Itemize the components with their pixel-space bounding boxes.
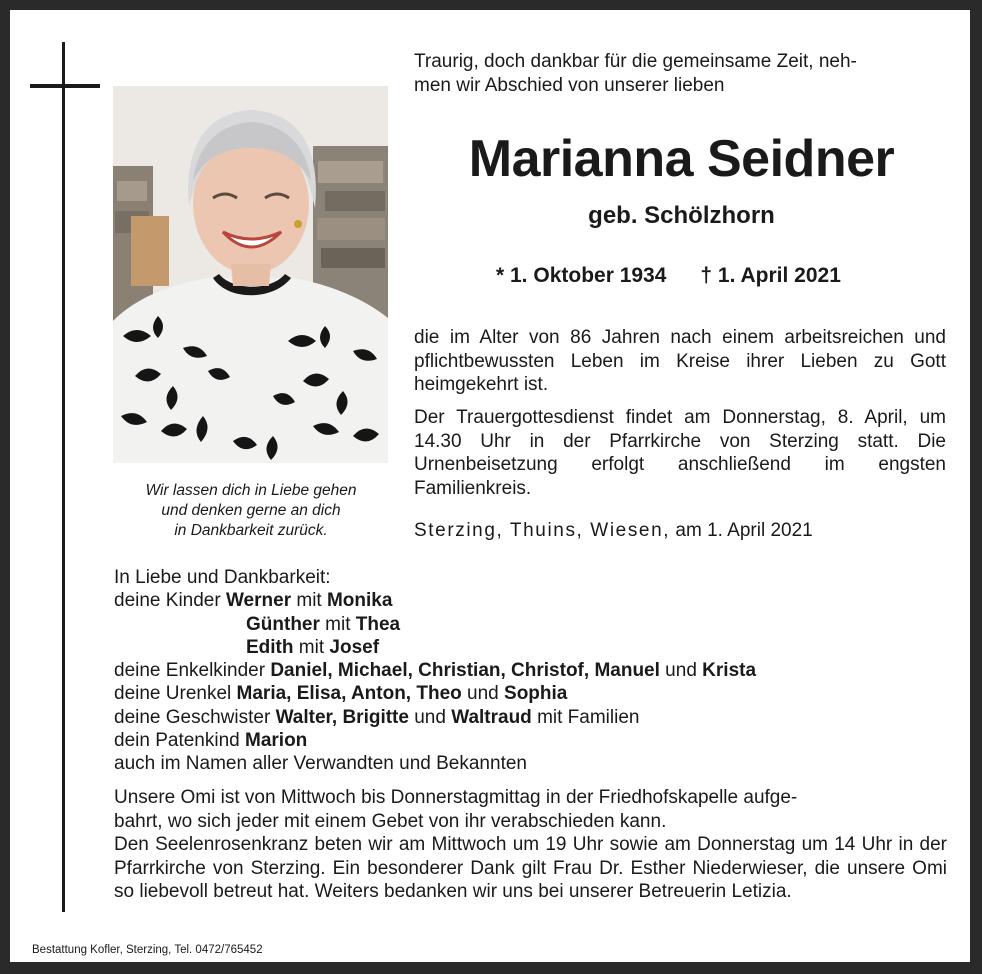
place-names: Sterzing, Thuins, Wiesen, <box>414 520 671 541</box>
intro-line: Traurig, doch dankbar für die gemeinsame Zeit, neh- <box>414 51 857 72</box>
notice-date: am 1. April 2021 <box>670 520 813 541</box>
siblings-line: deine Geschwister Walter, Brigitte und Waltraud mit Familien <box>114 706 640 728</box>
family-list <box>114 566 756 776</box>
cross-icon-vertical <box>62 42 65 912</box>
intro-text <box>414 50 949 97</box>
death-date: † 1. April 2021 <box>700 264 841 287</box>
service-paragraph: Der Trauergottesdienst findet am Donnerstag, 8. April, um 14.30 Uhr in der Pfarrkirche von Sterzing statt. Die Urnenbeisetzung erfolgt anschließend im engsten Familienkreis. <box>414 407 946 499</box>
grandchildren-line: deine Enkelkinder Daniel, Michael, Christian, Christof, Manuel und Krista <box>114 660 757 682</box>
closing-line: Unsere Omi ist von Mittwoch bis Donnerstagmittag in der Friedhofskapelle aufge- <box>114 787 798 808</box>
children-line: Günther mit Thea <box>246 613 401 635</box>
closing-paragraph: Den Seelenrosenkranz beten wir am Mittwoch um 19 Uhr sowie am Donnerstag um 14 Uhr in der Pfarrkirche von Sterzing. Ein besonderer Dank gilt Frau Dr. Esther Niederwieser, die unsere Omi so liebevoll betreut hat. Weiters bedanken wir uns bei unserer Betreuerin Letizia. <box>114 834 947 902</box>
obituary-paragraph: die im Alter von 86 Jahren nach einem arbeitsreichen und pflichtbewussten Leben im Kreise ihrer Lieben zu Gott heimgekehrt ist. <box>414 327 946 395</box>
portrait-photo <box>113 86 388 463</box>
caption-line: in Dankbarkeit zurück. <box>174 522 328 539</box>
children-line: Edith mit Josef <box>246 636 380 658</box>
birth-date: * 1. Oktober 1934 <box>496 264 667 287</box>
children-line: deine Kinder Werner mit Monika <box>114 590 393 612</box>
place-and-date <box>414 519 813 543</box>
godchild-line: dein Patenkind Marion <box>114 730 308 752</box>
caption-line: Wir lassen dich in Liebe gehen <box>145 482 357 499</box>
cross-icon-horizontal <box>30 84 100 88</box>
caption-line: und denken gerne an dich <box>161 502 341 519</box>
deceased-name: Marianna Seidner <box>468 130 895 188</box>
relatives-line: auch im Namen aller Verwandten und Bekannten <box>114 753 527 775</box>
family-heading: In Liebe und Dankbarkeit: <box>114 567 331 588</box>
intro-line: men wir Abschied von unserer lieben <box>414 74 725 96</box>
life-dates <box>496 262 841 290</box>
closing-line: bahrt, wo sich jeder mit einem Gebet von ihr verabschieden kann. <box>114 810 667 832</box>
closing-text <box>114 786 947 904</box>
photo-caption <box>110 481 392 541</box>
funeral-home-footer: Bestattung Kofler, Sterzing, Tel. 0472/765452 <box>32 944 263 956</box>
great-grandchildren-line: deine Urenkel Maria, Elisa, Anton, Theo und Sophia <box>114 683 568 705</box>
maiden-name: geb. Schölzhorn <box>588 202 775 229</box>
